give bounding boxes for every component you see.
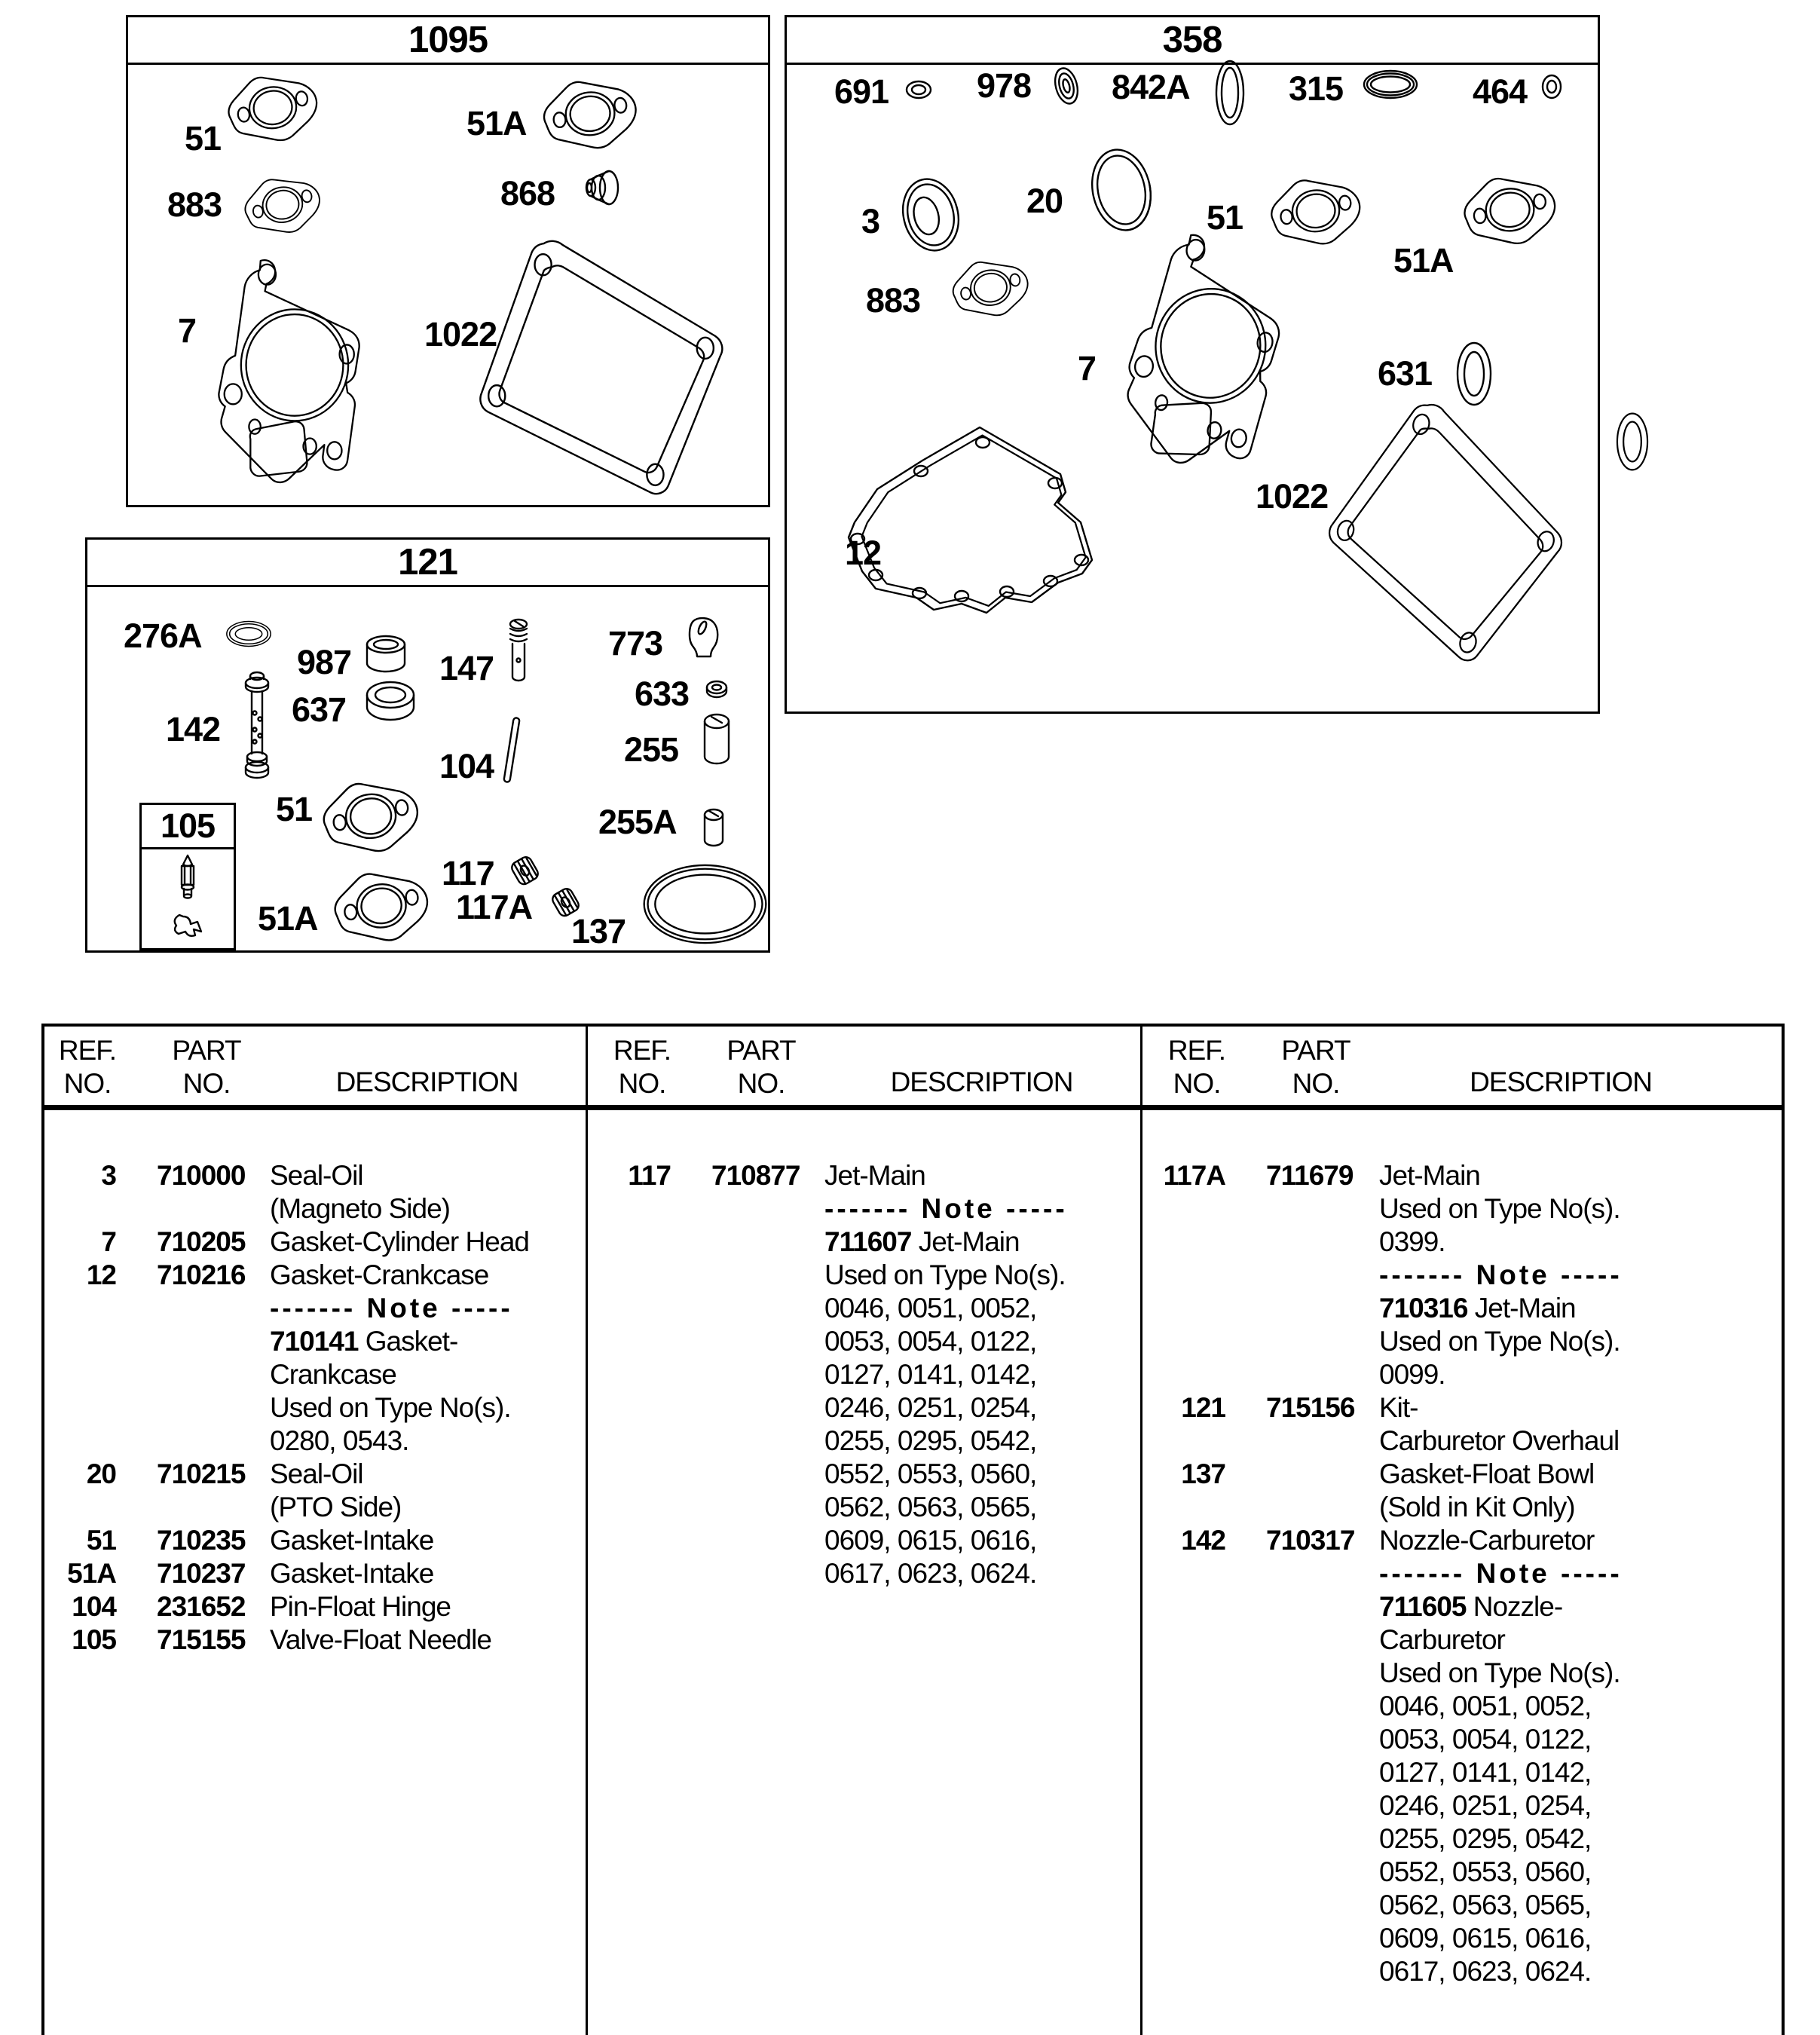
note-line: ------- Note ----- xyxy=(270,1293,513,1324)
part-sketch-315-oring xyxy=(1362,69,1419,100)
part-label-1022: 1022 xyxy=(1256,477,1329,516)
table-row xyxy=(47,1159,583,1226)
part-label-51a: 51A xyxy=(466,104,527,142)
description-line: 710141 Gasket- xyxy=(270,1326,458,1357)
description-line: 0399. xyxy=(1379,1226,1445,1257)
description-line: Gasket-Intake xyxy=(270,1558,434,1589)
header-description-2: DESCRIPTION xyxy=(890,1066,1073,1097)
description-line: 0046, 0051, 0052, xyxy=(824,1293,1037,1324)
description-line: Jet-Main xyxy=(824,1160,925,1191)
table-row xyxy=(47,1226,583,1259)
part-sketch-117-jet-main xyxy=(506,852,544,890)
description-line: Gasket-Crankcase xyxy=(270,1259,489,1290)
description-line: 711607 Jet-Main xyxy=(824,1226,1020,1257)
part-label-868: 868 xyxy=(500,174,555,213)
part-sketch-276a-oring xyxy=(225,620,273,648)
description-line: 0053, 0054, 0122, xyxy=(824,1326,1037,1357)
kit-number-121: 121 xyxy=(398,542,457,583)
part-sketch-20-seal-oil-pto xyxy=(1084,144,1158,236)
description-cell xyxy=(270,1159,583,1226)
description-line: Carburetor xyxy=(1379,1624,1505,1655)
table-row xyxy=(47,1458,583,1524)
description-line: 711605 Nozzle- xyxy=(1379,1591,1563,1622)
description-line: (PTO Side) xyxy=(270,1492,402,1522)
table-row xyxy=(1157,1524,1756,1988)
part-sketch-105-needle-clip xyxy=(170,910,205,942)
description-line: Seal-Oil xyxy=(270,1160,363,1191)
description-cell xyxy=(1379,1159,1756,1391)
part-sketch-255-cup xyxy=(699,711,734,767)
part-sketch-633-grommet xyxy=(704,678,730,701)
part-sketch-142-nozzle-carburetor xyxy=(237,669,278,782)
kit-number-105: 105 xyxy=(160,806,216,845)
description-line: (Sold in Kit Only) xyxy=(1379,1492,1575,1522)
ref-no-cell: 117A xyxy=(1163,1160,1225,1191)
description-cell xyxy=(270,1259,583,1458)
description-line: Pin-Float Hinge xyxy=(270,1591,451,1622)
parts-table xyxy=(41,1024,1785,2035)
part-sketch-773-cap xyxy=(682,615,721,659)
description-line: (Magneto Side) xyxy=(270,1193,450,1224)
part-sketch-137-gasket-float-bowl xyxy=(641,862,770,947)
description-line: 0246, 0251, 0254, xyxy=(1379,1790,1592,1821)
description-line: 0127, 0141, 0142, xyxy=(824,1359,1037,1390)
description-cell xyxy=(1379,1458,1756,1524)
ref-no-cell: 104 xyxy=(72,1591,116,1622)
ref-no-cell: 105 xyxy=(72,1624,116,1655)
description-cell xyxy=(270,1590,583,1623)
table-row xyxy=(1157,1458,1756,1524)
description-line: 0046, 0051, 0052, xyxy=(1379,1691,1592,1721)
description-line: 0552, 0553, 0560, xyxy=(1379,1856,1592,1887)
header-part-no-1: PART NO. xyxy=(172,1035,241,1099)
description-line: 0617, 0623, 0624. xyxy=(824,1558,1037,1589)
part-label-147: 147 xyxy=(439,649,494,687)
part-sketch-7-gasket-cylinder-head xyxy=(200,251,388,494)
part-label-842a: 842A xyxy=(1112,68,1190,106)
part-sketch-104-pin-float-hinge xyxy=(501,715,525,786)
table-row xyxy=(602,1159,1137,1590)
part-no-cell: 710215 xyxy=(157,1458,246,1489)
table-column-divider-1 xyxy=(586,1027,588,2035)
part-label-883: 883 xyxy=(866,281,921,320)
ref-no-cell: 142 xyxy=(1181,1525,1225,1556)
header-description-3: DESCRIPTION xyxy=(1470,1066,1652,1097)
header-description-1: DESCRIPTION xyxy=(335,1066,518,1097)
table-column-divider-2 xyxy=(1140,1027,1142,2035)
description-line: 0053, 0054, 0122, xyxy=(1379,1724,1592,1755)
table-group-1 xyxy=(47,1112,583,2035)
ref-no-cell: 12 xyxy=(86,1259,116,1290)
diagram-box-121-title xyxy=(87,540,768,587)
part-label-978: 978 xyxy=(977,66,1032,105)
part-label-51a: 51A xyxy=(1393,241,1454,280)
description-line: 0280, 0543. xyxy=(270,1425,409,1456)
part-no-cell: 710216 xyxy=(157,1259,246,1290)
part-sketch-105-valve-float-needle xyxy=(169,853,206,907)
table-row xyxy=(1157,1391,1756,1458)
description-cell xyxy=(270,1524,583,1557)
part-no-cell: 710317 xyxy=(1266,1525,1355,1556)
part-label-51: 51 xyxy=(1207,198,1243,237)
part-sketch-691-oring xyxy=(904,79,934,100)
part-no-cell: 710000 xyxy=(157,1160,246,1191)
description-line: Carburetor Overhaul xyxy=(1379,1425,1620,1456)
part-no-cell: 711679 xyxy=(1266,1160,1354,1191)
diagram-box-1095 xyxy=(126,15,770,507)
description-cell xyxy=(270,1557,583,1590)
part-sketch-464-oring xyxy=(1540,73,1563,100)
kit-number-358: 358 xyxy=(1162,20,1222,60)
description-cell xyxy=(270,1458,583,1524)
part-label-315: 315 xyxy=(1289,69,1344,108)
table-row xyxy=(1157,1159,1756,1391)
description-line: 0609, 0615, 0616, xyxy=(1379,1923,1592,1954)
part-sketch-987-cup-seal xyxy=(362,633,410,675)
part-no-cell: 710235 xyxy=(157,1525,246,1556)
part-label-51: 51 xyxy=(185,119,222,158)
table-row xyxy=(47,1524,583,1557)
part-label-633: 633 xyxy=(635,675,690,713)
part-label-276a: 276A xyxy=(124,617,202,655)
part-label-255: 255 xyxy=(624,730,679,769)
part-sketch-51-gasket-intake xyxy=(1262,167,1369,252)
diagram-box-358 xyxy=(785,15,1600,714)
description-cell xyxy=(270,1226,583,1259)
table-row xyxy=(47,1259,583,1458)
part-sketch-147-needle-valve xyxy=(503,618,533,690)
part-label-12: 12 xyxy=(845,534,882,572)
description-line: 0552, 0553, 0560, xyxy=(824,1458,1037,1489)
part-no-cell: 710237 xyxy=(157,1558,246,1589)
diagram-box-358-title xyxy=(787,17,1598,65)
table-group-2 xyxy=(602,1112,1137,2035)
part-no-cell: 715155 xyxy=(157,1624,246,1655)
ref-no-cell: 3 xyxy=(101,1160,116,1191)
description-line: 0609, 0615, 0616, xyxy=(824,1525,1037,1556)
note-line: ------- Note ----- xyxy=(824,1193,1068,1224)
table-group-3 xyxy=(1157,1112,1756,2035)
part-no-cell: 231652 xyxy=(157,1591,246,1622)
description-line: Gasket-Intake xyxy=(270,1525,434,1556)
description-line: 0246, 0251, 0254, xyxy=(824,1392,1037,1423)
description-line: Used on Type No(s). xyxy=(270,1392,511,1423)
ref-no-cell: 51A xyxy=(67,1558,116,1589)
part-sketch-3-seal-oil-magneto xyxy=(896,173,965,257)
table-row xyxy=(47,1623,583,1657)
part-label-7: 7 xyxy=(178,311,197,350)
ref-no-cell: 137 xyxy=(1181,1458,1225,1489)
part-label-117a: 117A xyxy=(456,888,533,926)
header-ref-no-2: REF. NO. xyxy=(613,1035,671,1099)
description-line: Kit- xyxy=(1379,1392,1418,1423)
part-label-51: 51 xyxy=(276,790,313,828)
kit-number-1095: 1095 xyxy=(408,20,488,60)
part-no-cell: 710877 xyxy=(711,1160,800,1191)
description-line: 0255, 0295, 0542, xyxy=(1379,1823,1592,1854)
description-line: 0562, 0563, 0565, xyxy=(1379,1890,1592,1920)
description-line: Gasket-Float Bowl xyxy=(1379,1458,1595,1489)
part-sketch-51a-gasket-intake xyxy=(325,862,436,948)
description-line: 710316 Jet-Main xyxy=(1379,1293,1576,1324)
part-label-464: 464 xyxy=(1473,72,1528,111)
ref-no-cell: 51 xyxy=(86,1525,116,1556)
header-part-no-3: PART NO. xyxy=(1281,1035,1350,1099)
part-label-142: 142 xyxy=(166,710,221,748)
part-sketch-51a-gasket-intake xyxy=(1454,164,1564,254)
part-sketch-978-seal xyxy=(1050,64,1083,108)
description-line: Used on Type No(s). xyxy=(824,1259,1066,1290)
description-cell xyxy=(1379,1391,1756,1458)
description-line: Nozzle-Carburetor xyxy=(1379,1525,1595,1556)
part-sketch-883-gasket xyxy=(935,250,1045,324)
description-line: Seal-Oil xyxy=(270,1458,363,1489)
part-label-51a: 51A xyxy=(258,899,318,938)
table-row xyxy=(47,1590,583,1623)
part-label-1022: 1022 xyxy=(424,315,497,353)
part-label-7: 7 xyxy=(1078,349,1097,387)
description-line: 0099. xyxy=(1379,1359,1445,1390)
description-line: 0255, 0295, 0542, xyxy=(824,1425,1037,1456)
header-part-no-2: PART NO. xyxy=(726,1035,796,1099)
part-no-cell: 715156 xyxy=(1266,1392,1355,1423)
description-line: Gasket-Cylinder Head xyxy=(270,1226,529,1257)
part-sketch-842a-oring xyxy=(1212,58,1248,127)
part-label-117: 117 xyxy=(442,854,494,892)
part-sketch-51-gasket-intake xyxy=(218,63,326,150)
part-label-20: 20 xyxy=(1026,182,1063,220)
part-sketch-unlabeled-oring xyxy=(1613,411,1652,473)
part-sketch-1022-gasket-valve-cover xyxy=(1288,369,1600,692)
part-label-255a: 255A xyxy=(598,803,677,841)
part-sketch-1022-gasket-valve-cover xyxy=(465,234,730,500)
description-line: Crankcase xyxy=(270,1359,396,1390)
part-sketch-51a-gasket-intake xyxy=(534,71,644,155)
header-ref-no-3: REF. NO. xyxy=(1167,1035,1226,1099)
part-no-cell xyxy=(1228,1458,1379,1524)
description-line: 0127, 0141, 0142, xyxy=(1379,1757,1592,1788)
diagram-box-121 xyxy=(85,537,770,953)
diagram-box-1095-title xyxy=(128,17,768,65)
note-line: ------- Note ----- xyxy=(1379,1259,1623,1290)
part-label-773: 773 xyxy=(608,624,663,663)
part-label-637: 637 xyxy=(292,690,347,729)
ref-no-cell: 7 xyxy=(101,1226,116,1257)
ref-no-cell: 121 xyxy=(1181,1392,1225,1423)
part-sketch-868-plug xyxy=(576,167,621,209)
table-row xyxy=(47,1557,583,1590)
description-cell xyxy=(1379,1524,1756,1988)
description-line: Used on Type No(s). xyxy=(1379,1657,1620,1688)
header-ref-no-1: REF. NO. xyxy=(58,1035,117,1099)
part-label-883: 883 xyxy=(167,185,222,224)
description-line: Used on Type No(s). xyxy=(1379,1193,1620,1224)
description-line: 0617, 0623, 0624. xyxy=(1379,1956,1592,1987)
description-line: Used on Type No(s). xyxy=(1379,1326,1620,1357)
part-sketch-255a-cup xyxy=(699,807,728,849)
description-line: Valve-Float Needle xyxy=(270,1624,491,1655)
part-label-3: 3 xyxy=(861,202,880,240)
part-no-cell: 710205 xyxy=(157,1226,246,1257)
part-label-137: 137 xyxy=(571,912,626,950)
part-sketch-12-gasket-crankcase xyxy=(832,417,1194,637)
part-label-987: 987 xyxy=(297,643,352,681)
description-cell xyxy=(824,1159,1137,1590)
ref-no-cell: 117 xyxy=(628,1160,671,1191)
part-label-691: 691 xyxy=(834,72,889,111)
part-label-104: 104 xyxy=(439,747,494,785)
diagram-box-105-title xyxy=(142,805,234,849)
part-sketch-883-gasket xyxy=(228,166,336,243)
description-cell xyxy=(270,1623,583,1657)
part-sketch-637-seal-ring xyxy=(360,677,421,727)
diagram-box-105 xyxy=(139,803,236,950)
note-line: ------- Note ----- xyxy=(1379,1558,1623,1589)
part-sketch-51-gasket-intake xyxy=(314,773,427,858)
part-label-631: 631 xyxy=(1378,354,1433,393)
ref-no-cell: 20 xyxy=(86,1458,116,1489)
description-line: 0562, 0563, 0565, xyxy=(824,1492,1037,1522)
description-line: Jet-Main xyxy=(1379,1160,1480,1191)
